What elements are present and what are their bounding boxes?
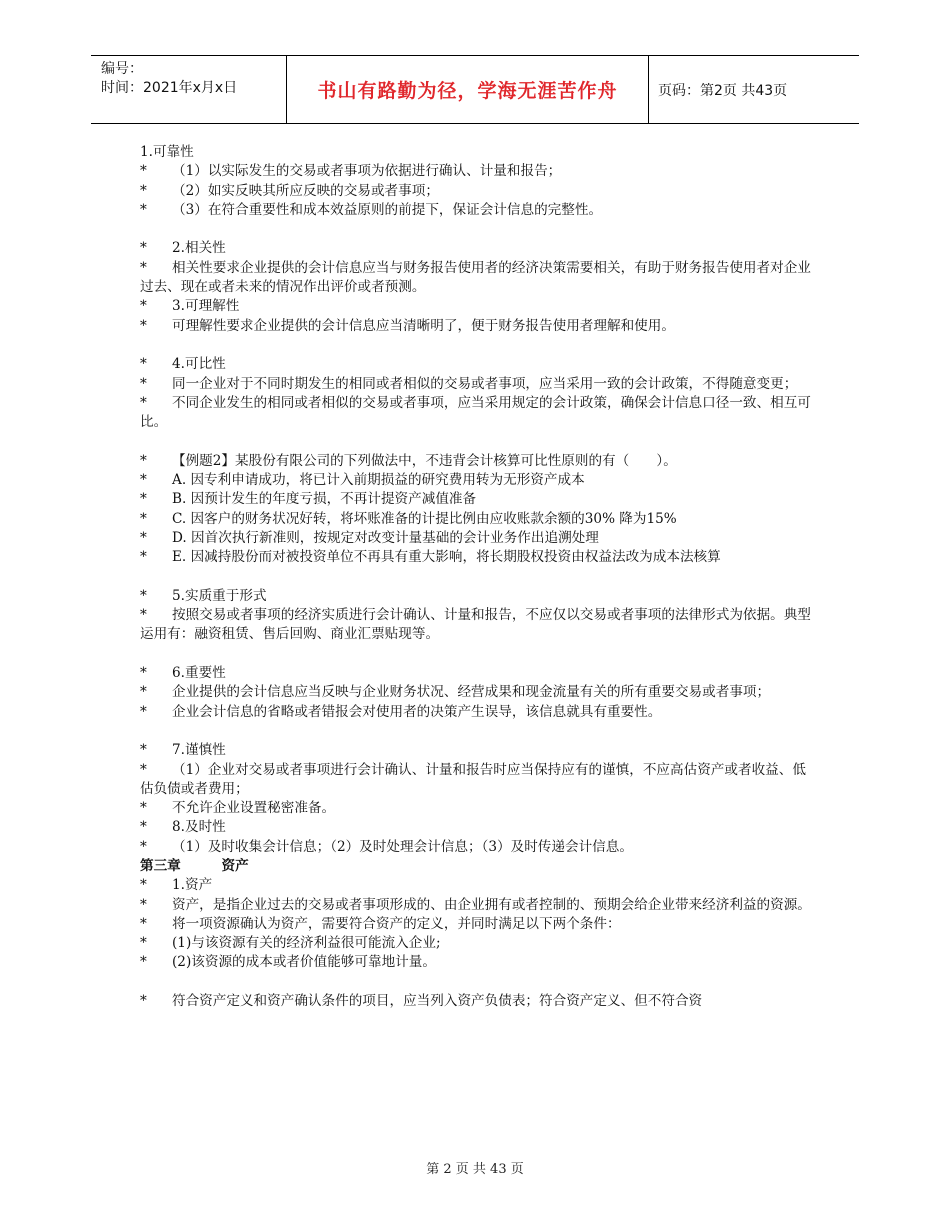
bullet-marker: * xyxy=(140,800,147,817)
blank-line xyxy=(140,645,812,664)
paragraph-text: 【例题2】某股份有限公司的下列做法中，不违背会计核算可比性原则的有（ ）。 xyxy=(172,452,677,469)
paragraph-text: （3）在符合重要性和成本效益原则的前提下，保证会计信息的完整性。 xyxy=(172,201,603,218)
bullet-marker: * xyxy=(140,742,147,759)
paragraph-text: 不允许企业设置秘密准备。 xyxy=(172,800,336,817)
paragraph-text: (1)与该资源有关的经济利益很可能流入企业; xyxy=(172,935,441,952)
paragraph-text: 5.实质重于形式 xyxy=(172,587,267,604)
paragraph-text: 不同企业发生的相同或者相似的交易或者事项，应当采用规定的会计政策，确保会计信息口径一致、相互可比。 xyxy=(140,394,811,431)
document-time-label: 时间：2021年x月x日 xyxy=(101,80,238,96)
bullet-paragraph xyxy=(140,471,812,490)
bullet-marker: * xyxy=(140,356,147,373)
bullet-marker: * xyxy=(140,684,147,701)
page-header xyxy=(91,55,859,124)
bullet-paragraph xyxy=(140,317,812,336)
bullet-paragraph xyxy=(140,761,812,800)
paragraph-text: （2）如实反映其所应反映的交易或者事项； xyxy=(172,182,439,199)
bullet-paragraph xyxy=(140,355,812,374)
bullet-paragraph xyxy=(140,953,812,972)
bullet-paragraph xyxy=(140,703,812,722)
bullet-marker: * xyxy=(140,915,147,932)
blank-line xyxy=(140,432,812,451)
bullet-marker: * xyxy=(140,394,147,411)
bullet-marker: * xyxy=(140,317,147,334)
bullet-marker: * xyxy=(140,491,147,508)
paragraph-text: 可理解性要求企业提供的会计信息应当清晰明了，便于财务报告使用者理解和使用。 xyxy=(172,317,675,334)
paragraph-text: D. 因首次执行新准则，按规定对改变计量基础的会计业务作出追溯处理 xyxy=(172,529,599,546)
bullet-marker: * xyxy=(140,993,147,1010)
bullet-marker: * xyxy=(140,259,147,276)
blank-line xyxy=(140,336,812,355)
paragraph-text: 2.相关性 xyxy=(172,240,226,257)
bullet-marker: * xyxy=(140,240,147,257)
bullet-paragraph xyxy=(140,838,812,857)
bullet-marker: * xyxy=(140,452,147,469)
bullet-marker: * xyxy=(140,587,147,604)
bullet-marker: * xyxy=(140,838,147,855)
bullet-paragraph xyxy=(140,915,812,934)
paragraph-text: 3.可理解性 xyxy=(172,298,240,315)
bullet-paragraph xyxy=(140,510,812,529)
blank-line xyxy=(140,722,812,741)
bullet-paragraph xyxy=(140,529,812,548)
paragraph-text: B. 因预计发生的年度亏损，不再计提资产减值准备 xyxy=(172,491,477,508)
paragraph-text: 相关性要求企业提供的会计信息应当与财务报告使用者的经济决策需要相关，有助于财务报告使用者对企业过去、现在或者未来的情况作出评价或者预测。 xyxy=(140,259,811,296)
bullet-marker: * xyxy=(140,298,147,315)
bullet-paragraph xyxy=(140,490,812,509)
header-motto: 书山有路勤为径，学海无涯苦作舟 xyxy=(317,80,618,102)
bullet-marker: * xyxy=(140,472,147,489)
paragraph-text: 4.可比性 xyxy=(172,356,226,373)
paragraph-text: A. 因专利申请成功，将已计入前期损益的研究费用转为无形资产成本 xyxy=(172,472,585,489)
paragraph-text: （1）企业对交易或者事项进行会计确认、计量和报告时应当保持应有的谨慎，不应高估资产或者收益、低估负债或者费用； xyxy=(140,761,806,797)
page-footer: 第 2 页 共 43 页 xyxy=(426,1162,524,1177)
bullet-paragraph xyxy=(140,741,812,760)
section-heading: 1.可靠性 xyxy=(140,144,194,160)
bullet-paragraph xyxy=(140,548,812,567)
bullet-paragraph xyxy=(140,896,812,915)
paragraph-text: 将一项资源确认为资产，需要符合资产的定义，并同时满足以下两个条件： xyxy=(172,915,621,932)
blank-line xyxy=(140,220,812,239)
bullet-paragraph xyxy=(140,182,812,201)
bullet-paragraph xyxy=(140,297,812,316)
bullet-marker: * xyxy=(140,549,147,566)
bullet-paragraph xyxy=(140,587,812,606)
bullet-marker: * xyxy=(140,201,147,218)
bullet-marker: * xyxy=(140,529,147,546)
header-divider xyxy=(648,56,649,123)
paragraph-text: 资产，是指企业过去的交易或者事项形成的、由企业拥有或者控制的、预期会给企业带来经济利益的资源。 xyxy=(172,896,811,913)
paragraph-text: 企业会计信息的省略或者错报会对使用者的决策产生误导，该信息就具有重要性。 xyxy=(172,703,662,720)
bullet-marker: * xyxy=(140,510,147,527)
paragraph-text: 6.重要性 xyxy=(172,665,226,682)
paragraph-text: 7.谨慎性 xyxy=(172,742,226,759)
blank-line xyxy=(140,568,812,587)
paragraph-text: 同一企业对于不同时期发生的相同或者相似的交易或者事项，应当采用一致的会计政策，不得随意变更； xyxy=(172,375,798,392)
paragraph-text: 8.及时性 xyxy=(172,819,226,836)
document-number-label: 编号： xyxy=(101,61,143,77)
paragraph-text: C. 因客户的财务状况好转，将坏账准备的计提比例由应收账款余额的30% 降为15% xyxy=(172,510,677,527)
paragraph-text: 按照交易或者事项的经济实质进行会计确认、计量和报告，不应仅以交易或者事项的法律形式为依据。典型运用有：融资租赁、售后回购、商业汇票贴现等。 xyxy=(140,607,811,643)
bullet-paragraph xyxy=(140,992,812,1011)
header-page-info: 页码：第2页 共43页 xyxy=(658,82,788,99)
paragraph-text: 1.资产 xyxy=(172,877,213,894)
bullet-marker: * xyxy=(140,375,147,392)
bullet-paragraph xyxy=(140,394,812,433)
document-body xyxy=(140,143,812,1011)
bullet-paragraph xyxy=(140,606,812,645)
bullet-paragraph xyxy=(140,452,812,471)
paragraph-text: （1）及时收集会计信息；（2）及时处理会计信息；（3）及时传递会计信息。 xyxy=(172,838,633,855)
chapter-heading: 第三章 资产 xyxy=(140,857,249,874)
bullet-paragraph xyxy=(140,683,812,702)
bullet-paragraph xyxy=(140,818,812,837)
blank-line xyxy=(140,973,812,992)
bullet-marker: * xyxy=(140,935,147,952)
bullet-marker: * xyxy=(140,182,147,199)
bullet-paragraph xyxy=(140,239,812,258)
bullet-paragraph xyxy=(140,876,812,895)
bullet-paragraph xyxy=(140,664,812,683)
bullet-marker: * xyxy=(140,896,147,913)
bullet-marker: * xyxy=(140,819,147,836)
bullet-marker: * xyxy=(140,607,147,624)
bullet-marker: * xyxy=(140,761,147,778)
bullet-paragraph xyxy=(140,201,812,220)
bullet-paragraph xyxy=(140,375,812,394)
paragraph-text: （1）以实际发生的交易或者事项为依据进行确认、计量和报告； xyxy=(172,163,562,180)
header-meta xyxy=(101,60,281,98)
bullet-marker: * xyxy=(140,954,147,971)
paragraph-text: E. 因减持股份而对被投资单位不再具有重大影响，将长期股权投资由权益法改为成本法核算 xyxy=(172,549,721,566)
bullet-marker: * xyxy=(140,703,147,720)
bullet-paragraph xyxy=(140,162,812,181)
bullet-paragraph xyxy=(140,259,812,298)
paragraph-text: 企业提供的会计信息应当反映与企业财务状况、经营成果和现金流量有关的所有重要交易或者事项； xyxy=(172,684,771,701)
paragraph-text: 符合资产定义和资产确认条件的项目，应当列入资产负债表；符合资产定义、但不符合资 xyxy=(172,993,703,1010)
bullet-marker: * xyxy=(140,665,147,682)
bullet-paragraph xyxy=(140,934,812,953)
paragraph-text: (2)该资源的成本或者价值能够可靠地计量。 xyxy=(172,954,436,971)
bullet-marker: * xyxy=(140,877,147,894)
bullet-marker: * xyxy=(140,163,147,180)
bullet-paragraph xyxy=(140,799,812,818)
